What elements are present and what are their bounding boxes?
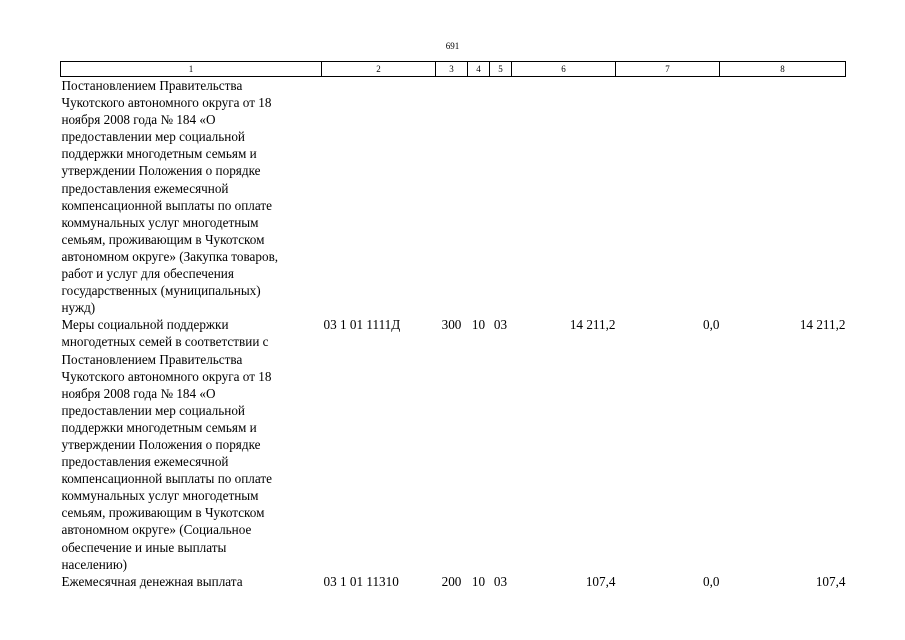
- table-body: [61, 77, 846, 590]
- header-col-4: 4: [468, 62, 490, 77]
- row-name-line: Меры социальной поддержки: [61, 317, 229, 333]
- row-subsection: [490, 77, 512, 317]
- row-name-line: компенсационной выплаты по оплате: [61, 197, 272, 213]
- row-subsection: 03: [493, 317, 508, 333]
- row-section: [468, 77, 490, 317]
- header-col-8: 8: [720, 62, 846, 77]
- row-name-line: ноября 2008 года № 184 «О: [61, 112, 216, 128]
- row-sum-2: 0,0: [703, 573, 720, 589]
- page-number: 691: [445, 41, 460, 51]
- row-sum-1: 107,4: [585, 573, 616, 589]
- row-name-line: компенсационной выплаты по оплате: [61, 471, 272, 487]
- row-subsection: 03: [493, 573, 508, 589]
- header-col-1: 1: [61, 62, 322, 77]
- row-name-line: населению): [61, 556, 128, 572]
- row-name-line: обеспечение и иные выплаты: [61, 539, 227, 555]
- row-expense-type: 300: [441, 317, 462, 333]
- row-sum-1: 14 211,2: [569, 317, 616, 333]
- row-expense-type: 200: [441, 573, 462, 589]
- row-name-line: нужд): [61, 300, 96, 316]
- header-col-6: 6: [512, 62, 616, 77]
- row-name-line: Ежемесячная денежная выплата: [61, 573, 243, 589]
- header-row: [61, 62, 846, 77]
- row-sum-3: 107,4: [815, 573, 846, 589]
- row-name: [61, 316, 322, 572]
- row-name-line: коммунальных услуг многодетным: [61, 214, 259, 230]
- header-col-3: 3: [436, 62, 468, 77]
- row-name-line: коммунальных услуг многодетным: [61, 488, 259, 504]
- row-name: [61, 573, 322, 590]
- row-name-line: ноября 2008 года № 184 «О: [61, 385, 216, 401]
- row-name-line: Чукотского автономного округа от 18: [61, 368, 272, 384]
- row-name-line: Постановлением Правительства: [61, 351, 243, 367]
- row-name-line: Постановлением Правительства: [61, 78, 243, 93]
- row-sum-2: 0,0: [703, 317, 720, 333]
- table-row: [61, 77, 846, 317]
- row-section: 10: [471, 317, 486, 333]
- header-col-2: 2: [322, 62, 436, 77]
- table-row: [61, 573, 846, 590]
- header-col-5: 5: [490, 62, 512, 77]
- table-header: [61, 62, 846, 77]
- row-name-line: автономном округе» (Социальное: [61, 522, 252, 538]
- row-name-line: автономном округе» (Закупка товаров,: [61, 248, 279, 264]
- row-name-line: утверждении Положения о порядке: [61, 436, 261, 452]
- row-name-line: многодетных семей в соответствии с: [61, 334, 269, 350]
- row-name-line: поддержки многодетным семьям и: [61, 146, 257, 162]
- row-name-line: государственных (муниципальных): [61, 283, 261, 299]
- row-name: [61, 77, 322, 317]
- budget-table: [60, 61, 846, 590]
- row-name-line: работ и услуг для обеспечения: [61, 266, 234, 282]
- row-csr-code: 03 1 01 11310: [323, 573, 399, 589]
- row-name-line: семьям, проживающим в Чукотском: [61, 505, 265, 521]
- row-sum-3: 14 211,2: [799, 317, 846, 333]
- row-sum-1: [512, 77, 616, 317]
- row-name-line: предоставления ежемесячной: [61, 454, 229, 470]
- row-name-line: поддержки многодетным семьям и: [61, 419, 257, 435]
- row-name-line: предоставления ежемесячной: [61, 180, 229, 196]
- row-csr-code: 03 1 01 1111Д: [323, 317, 401, 333]
- row-name-line: предоставлении мер социальной: [61, 129, 245, 145]
- header-col-7: 7: [616, 62, 720, 77]
- row-name-line: предоставлении мер социальной: [61, 402, 245, 418]
- row-name-line: семьям, проживающим в Чукотском: [61, 231, 265, 247]
- row-name-line: утверждении Положения о порядке: [61, 163, 261, 179]
- row-sum-2: [616, 77, 720, 317]
- row-name-line: Чукотского автономного округа от 18: [61, 95, 272, 111]
- row-section: 10: [471, 573, 486, 589]
- table-row: [61, 316, 846, 572]
- row-sum-3: [720, 77, 846, 317]
- row-expense-type: [436, 77, 468, 317]
- row-csr-code: [322, 77, 436, 317]
